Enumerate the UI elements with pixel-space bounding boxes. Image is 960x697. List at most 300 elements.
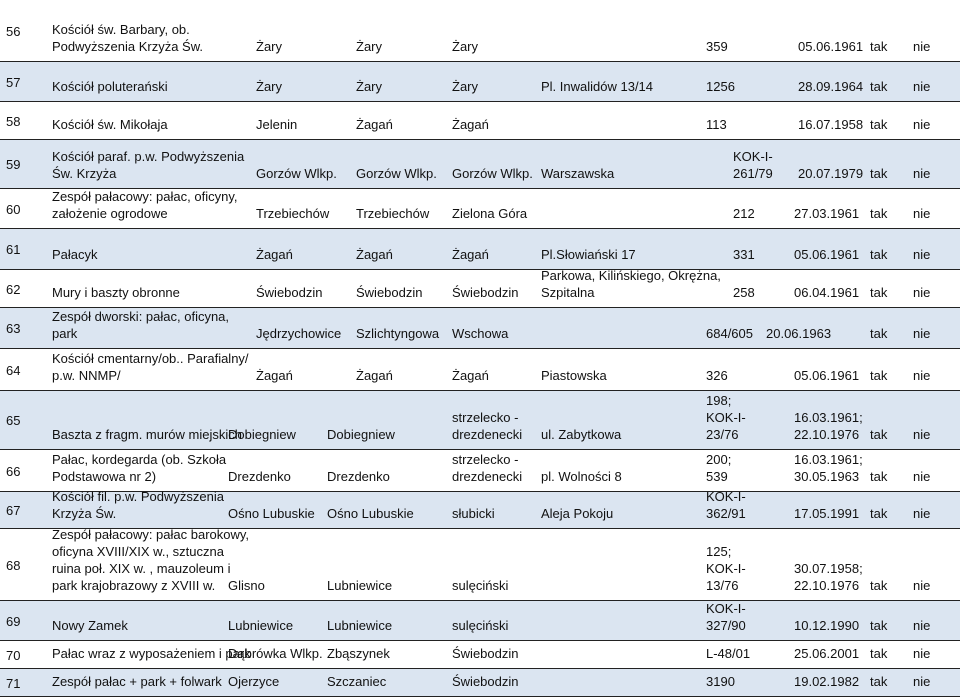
cell-adres (541, 367, 607, 384)
cell-gmina (327, 673, 386, 690)
cell-line: drezdenecki (452, 427, 523, 442)
cell-line: Żary (452, 79, 478, 94)
cell-line: park (52, 326, 78, 341)
cell-line: 331 (733, 247, 755, 262)
cell-line: tak (870, 326, 888, 341)
cell-line: Pałac, kordegarda (ob. Szkoła (52, 452, 227, 467)
cell-data (798, 38, 863, 55)
cell-line: Kościół poluterański (52, 79, 168, 94)
row-number: 71 (6, 676, 21, 691)
cell-tak (870, 468, 887, 485)
cell-line: 27.03.1961 (794, 206, 860, 221)
cell-powiat (452, 116, 489, 133)
cell-adres (541, 505, 613, 522)
cell-line: Trzebiechów (356, 206, 430, 221)
cell-powiat (452, 205, 527, 222)
cell-nie (913, 38, 930, 55)
cell-gmina (356, 367, 393, 384)
table-row (0, 669, 960, 697)
cell-line: p.w. NNMP/ (52, 368, 121, 383)
cell-line: KOK-I- (733, 149, 773, 164)
cell-line: Podstawowa nr 2) (52, 469, 157, 484)
cell-line: nie (913, 618, 931, 633)
cell-gmina (327, 577, 392, 594)
cell-line: Dobiegniew (228, 427, 296, 442)
cell-nie (913, 577, 930, 594)
cell-rejestr (706, 673, 735, 690)
cell-powiat (452, 78, 478, 95)
row-number: 64 (6, 363, 21, 378)
cell-line: 13/76 (706, 578, 739, 593)
cell-line: nie (913, 247, 931, 262)
cell-data (794, 645, 859, 662)
cell-obiekt (52, 350, 249, 384)
cell-line: 212 (733, 206, 755, 221)
cell-rejestr (706, 645, 750, 662)
cell-line: Szlichtyngowa (356, 326, 440, 341)
cell-line: tak (870, 506, 888, 521)
cell-line: Ojerzyce (228, 674, 280, 689)
cell-line: tak (870, 285, 888, 300)
cell-line: 359 (706, 39, 728, 54)
cell-line: 17.05.1991 (794, 506, 860, 521)
cell-line: Wschowa (452, 326, 509, 341)
cell-line: Pałac wraz z wyposażeniem i park (52, 646, 251, 661)
cell-line: Nowy Zamek (52, 618, 128, 633)
cell-line: Kościół paraf. p.w. Podwyższenia (52, 149, 245, 164)
cell-line: Pl. Inwalidów 13/14 (541, 79, 654, 94)
row-number: 61 (6, 242, 21, 257)
cell-line: Żagań (256, 368, 293, 383)
cell-line: ul. Zabytkowa (541, 427, 622, 442)
cell-line: nie (913, 427, 931, 442)
cell-line: 19.02.1982 (794, 674, 860, 689)
cell-line: nie (913, 646, 931, 661)
cell-line: 30.05.1963 (794, 469, 860, 484)
cell-line: 22.10.1976 (794, 578, 860, 593)
cell-line: Aleja Pokoju (541, 506, 614, 521)
cell-rejestr (706, 325, 753, 342)
cell-obiekt (52, 426, 242, 443)
cell-line: Kościół fil. p.w. Podwyższenia (52, 489, 224, 504)
cell-line: Gorzów Wlkp. (356, 166, 437, 181)
cell-line: Żagań (452, 247, 489, 262)
cell-powiat (452, 577, 508, 594)
cell-obiekt (52, 78, 168, 95)
cell-line: Żary (256, 79, 282, 94)
cell-line: Dobiegniew (327, 427, 395, 442)
cell-obiekt (52, 488, 224, 522)
cell-line: Szpitalna (541, 285, 595, 300)
cell-line: 16.07.1958 (798, 117, 864, 132)
cell-nie (913, 505, 930, 522)
cell-adres (541, 246, 636, 263)
cell-nie (913, 325, 930, 342)
cell-line: tak (870, 469, 888, 484)
cell-miejscowosc (228, 673, 279, 690)
cell-tak (870, 645, 887, 662)
table-row (0, 529, 960, 601)
cell-line: nie (913, 39, 931, 54)
cell-line: Baszta z fragm. murów miejskich (52, 427, 242, 442)
cell-line: Warszawska (541, 166, 615, 181)
cell-line: 06.04.1961 (794, 285, 860, 300)
cell-line: 22.10.1976 (794, 427, 860, 442)
cell-obiekt (52, 645, 251, 662)
cell-line: założenie ogrodowe (52, 206, 168, 221)
cell-rejestr (706, 600, 746, 634)
cell-miejscowosc (256, 116, 297, 133)
cell-line: tak (870, 79, 888, 94)
table-row (0, 308, 960, 349)
cell-line: nie (913, 506, 931, 521)
cell-data (794, 246, 859, 263)
cell-line: Podwyższenia Krzyża Św. (52, 39, 204, 54)
cell-nie (913, 367, 930, 384)
cell-line: 10.12.1990 (794, 618, 860, 633)
cell-line: nie (913, 79, 931, 94)
cell-data (798, 165, 863, 182)
cell-adres (541, 426, 621, 443)
cell-line: nie (913, 166, 931, 181)
cell-line: oficyna XVIII/XIX w., sztuczna (52, 544, 224, 559)
cell-data (794, 617, 859, 634)
cell-powiat (452, 673, 519, 690)
cell-gmina (356, 165, 437, 182)
cell-line: Lubniewice (327, 618, 393, 633)
cell-miejscowosc (228, 426, 296, 443)
cell-obiekt (52, 617, 128, 634)
cell-line: Glisno (228, 578, 265, 593)
row-number: 56 (6, 24, 21, 39)
cell-line: Lubniewice (228, 618, 294, 633)
cell-miejscowosc (256, 38, 282, 55)
cell-gmina (356, 78, 382, 95)
cell-tak (870, 205, 887, 222)
cell-rejestr (733, 284, 755, 301)
cell-gmina (327, 617, 392, 634)
cell-line: Żary (452, 39, 478, 54)
cell-line: KOK-I- (706, 489, 746, 504)
cell-line: Zbąszynek (327, 646, 390, 661)
cell-line: 16.03.1961; (794, 410, 863, 425)
cell-data (794, 367, 859, 384)
cell-line: 198; (706, 393, 732, 408)
cell-adres (541, 267, 721, 301)
cell-line: park krajobrazowy z XVIII w. (52, 578, 216, 593)
cell-line: Piastowska (541, 368, 607, 383)
cell-line: Świebodzin (356, 285, 423, 300)
cell-data (798, 116, 863, 133)
cell-gmina (356, 38, 382, 55)
cell-data (794, 560, 863, 594)
cell-data (798, 78, 863, 95)
row-number: 57 (6, 75, 21, 90)
cell-line: Żagań (356, 368, 393, 383)
cell-gmina (327, 426, 395, 443)
cell-gmina (356, 325, 439, 342)
table-row (0, 349, 960, 391)
cell-line: 125; (706, 544, 732, 559)
cell-tak (870, 165, 887, 182)
cell-line: 20.07.1979 (798, 166, 864, 181)
cell-rejestr (706, 38, 728, 55)
cell-nie (913, 205, 930, 222)
cell-line: 16.03.1961; (794, 452, 863, 467)
cell-obiekt (52, 451, 226, 485)
cell-rejestr (706, 488, 746, 522)
cell-line: Drezdenko (228, 469, 291, 484)
cell-tak (870, 505, 887, 522)
cell-line: Ośno Lubuskie (327, 506, 414, 521)
cell-gmina (356, 205, 429, 222)
cell-powiat (452, 645, 519, 662)
cell-line: Mury i baszty obronne (52, 285, 180, 300)
table-row (0, 0, 960, 62)
cell-tak (870, 38, 887, 55)
cell-line: Świebodzin (256, 285, 323, 300)
table-row (0, 391, 960, 450)
table-row (0, 641, 960, 669)
cell-obiekt (52, 246, 98, 263)
cell-line: tak (870, 166, 888, 181)
cell-line: 539 (706, 469, 728, 484)
cell-gmina (327, 505, 414, 522)
cell-line: Świebodzin (452, 646, 519, 661)
cell-adres (541, 78, 653, 95)
cell-line: Pałacyk (52, 247, 98, 262)
cell-line: sulęciński (452, 618, 509, 633)
cell-powiat (452, 505, 495, 522)
cell-nie (913, 673, 930, 690)
cell-line: Kościół św. Mikołaja (52, 117, 168, 132)
cell-obiekt (52, 188, 237, 222)
cell-line: 113 (706, 117, 727, 132)
table-row (0, 62, 960, 102)
cell-line: tak (870, 39, 888, 54)
cell-powiat (452, 165, 533, 182)
cell-line: Zielona Góra (452, 206, 528, 221)
cell-nie (913, 165, 930, 182)
cell-line: Gorzów Wlkp. (256, 166, 337, 181)
cell-line: nie (913, 578, 931, 593)
cell-gmina (356, 246, 393, 263)
cell-tak (870, 246, 887, 263)
cell-tak (870, 116, 887, 133)
cell-line: Żagań (256, 247, 293, 262)
row-number: 60 (6, 202, 21, 217)
cell-line: 200; (706, 452, 732, 467)
cell-tak (870, 284, 887, 301)
cell-line: Gorzów Wlkp. (452, 166, 533, 181)
cell-miejscowosc (228, 505, 315, 522)
cell-miejscowosc (256, 78, 282, 95)
table-row (0, 102, 960, 140)
cell-obiekt (52, 148, 244, 182)
table-row (0, 189, 960, 229)
cell-nie (913, 284, 930, 301)
cell-miejscowosc (256, 325, 341, 342)
cell-line: 23/76 (706, 427, 739, 442)
cell-line: nie (913, 326, 931, 341)
cell-line: Żary (356, 79, 382, 94)
cell-gmina (356, 116, 393, 133)
row-number: 68 (6, 558, 21, 573)
cell-line: tak (870, 646, 888, 661)
cell-line: nie (913, 285, 931, 300)
cell-rejestr (706, 543, 746, 594)
cell-line: strzelecko - (452, 452, 519, 467)
cell-nie (913, 246, 930, 263)
cell-adres (541, 468, 622, 485)
cell-powiat (452, 367, 489, 384)
cell-line: Kościół cmentarny/ob.. Parafialny/ (52, 351, 249, 366)
cell-data (794, 205, 859, 222)
cell-line: 684/605 (706, 326, 753, 341)
cell-tak (870, 367, 887, 384)
cell-miejscowosc (256, 367, 293, 384)
cell-line: drezdenecki (452, 469, 523, 484)
cell-powiat (452, 38, 478, 55)
cell-line: 25.06.2001 (794, 646, 860, 661)
cell-line: Zespół pałacowy: pałac barokowy, (52, 527, 250, 542)
cell-line: 3190 (706, 674, 735, 689)
cell-line: ruina poł. XIX w. , mauzoleum i (52, 561, 231, 576)
cell-line: tak (870, 618, 888, 633)
cell-line: słubicki (452, 506, 495, 521)
cell-data (794, 673, 859, 690)
cell-line: Krzyża Św. (52, 506, 117, 521)
cell-line: 261/79 (733, 166, 773, 181)
cell-line: sulęciński (452, 578, 509, 593)
cell-miejscowosc (228, 468, 291, 485)
cell-line: 362/91 (706, 506, 746, 521)
cell-line: Zespół dworski: pałac, oficyna, (52, 309, 230, 324)
cell-data (794, 284, 859, 301)
row-number: 70 (6, 648, 21, 663)
cell-nie (913, 426, 930, 443)
cell-data (794, 451, 863, 485)
cell-line: nie (913, 117, 931, 132)
cell-line: 258 (733, 285, 755, 300)
cell-nie (913, 116, 930, 133)
cell-miejscowosc (256, 246, 293, 263)
cell-miejscowosc (228, 617, 293, 634)
cell-powiat (452, 409, 522, 443)
cell-line: Żagań (452, 117, 489, 132)
cell-line: Zespół pałac + park + folwark (52, 674, 222, 689)
cell-line: KOK-I- (706, 601, 746, 616)
cell-line: 05.06.1961 (798, 39, 864, 54)
row-number: 65 (6, 413, 21, 428)
cell-tak (870, 673, 887, 690)
cell-line: Lubniewice (327, 578, 393, 593)
cell-line: 05.06.1961 (794, 247, 860, 262)
cell-powiat (452, 246, 489, 263)
cell-line: tak (870, 368, 888, 383)
cell-adres (541, 165, 614, 182)
cell-miejscowosc (256, 205, 329, 222)
cell-obiekt (52, 673, 222, 690)
cell-line: Szczaniec (327, 674, 387, 689)
cell-line: tak (870, 674, 888, 689)
cell-tak (870, 78, 887, 95)
cell-tak (870, 577, 887, 594)
cell-gmina (356, 284, 423, 301)
cell-line: Żary (356, 39, 382, 54)
cell-data (766, 325, 831, 342)
cell-line: Jelenin (256, 117, 298, 132)
cell-line: tak (870, 578, 888, 593)
cell-line: Dąbrówka Wlkp. (228, 646, 323, 661)
cell-line: Drezdenko (327, 469, 390, 484)
cell-line: 1256 (706, 79, 735, 94)
cell-rejestr (706, 367, 728, 384)
cell-obiekt (52, 284, 180, 301)
cell-miejscowosc (256, 165, 337, 182)
cell-line: Żary (256, 39, 282, 54)
cell-nie (913, 645, 930, 662)
cell-line: 28.09.1964 (798, 79, 864, 94)
cell-line: L-48/01 (706, 646, 751, 661)
cell-line: Świebodzin (452, 285, 519, 300)
cell-nie (913, 468, 930, 485)
row-number: 66 (6, 464, 21, 479)
cell-powiat (452, 451, 522, 485)
cell-line: nie (913, 674, 931, 689)
cell-line: nie (913, 206, 931, 221)
cell-nie (913, 617, 930, 634)
cell-line: Jędrzychowice (256, 326, 342, 341)
cell-data (794, 409, 863, 443)
cell-rejestr (706, 78, 735, 95)
cell-rejestr (706, 116, 727, 133)
cell-data (794, 505, 859, 522)
cell-line: tak (870, 117, 888, 132)
cell-line: Ośno Lubuskie (228, 506, 315, 521)
cell-tak (870, 426, 887, 443)
cell-tak (870, 325, 887, 342)
cell-nie (913, 78, 930, 95)
table-row (0, 450, 960, 492)
cell-line: strzelecko - (452, 410, 519, 425)
row-number: 63 (6, 321, 21, 336)
cell-line: Pl.Słowiański 17 (541, 247, 636, 262)
table-row (0, 140, 960, 189)
cell-line: Żagań (356, 117, 393, 132)
cell-line: tak (870, 247, 888, 262)
row-number: 58 (6, 114, 21, 129)
cell-powiat (452, 325, 508, 342)
table-row (0, 489, 960, 529)
cell-line: tak (870, 206, 888, 221)
row-number: 67 (6, 503, 21, 518)
cell-line: Kościół św. Barbary, ob. (52, 22, 190, 37)
row-number: 59 (6, 157, 21, 172)
cell-gmina (327, 468, 390, 485)
table-row (0, 270, 960, 308)
cell-line: pl. Wolności 8 (541, 469, 622, 484)
cell-rejestr (706, 392, 746, 443)
row-number: 62 (6, 282, 21, 297)
cell-line: 05.06.1961 (794, 368, 860, 383)
cell-line: nie (913, 469, 931, 484)
cell-line: tak (870, 427, 888, 442)
cell-gmina (327, 645, 390, 662)
cell-line: Żagań (452, 368, 489, 383)
cell-obiekt (52, 116, 168, 133)
cell-line: 327/90 (706, 618, 746, 633)
